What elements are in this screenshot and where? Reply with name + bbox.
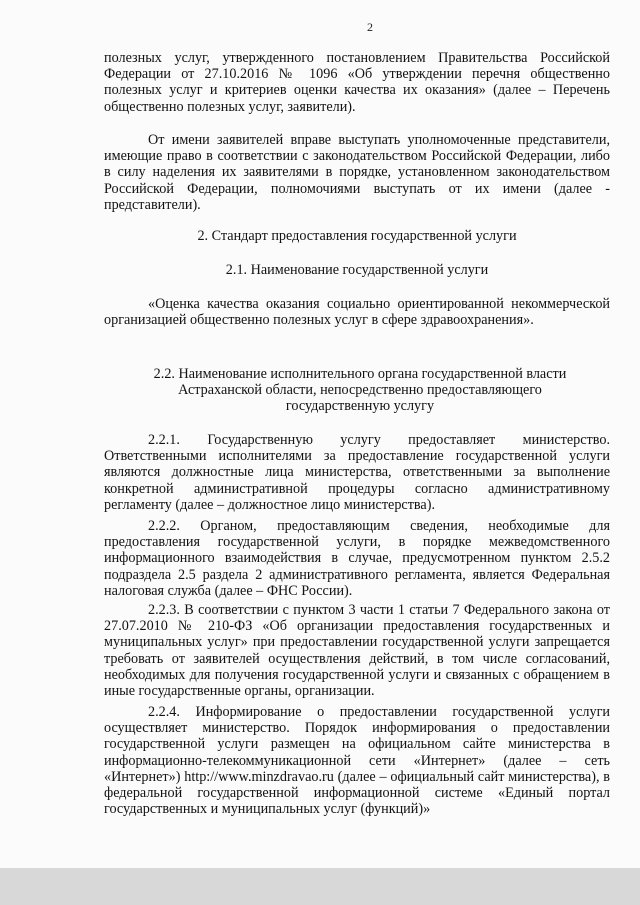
page-number: 2 (367, 20, 373, 34)
paragraph-continuation: полезных услуг, утвержденного постановлением Правительства Российской Федерации от 27.10.2016 № 1096 «Об утверждении перечня общественно полезных услуг и критериев оценки качества их оказания» (далее – Перечень общественно полезных услуг, заявители). (104, 50, 610, 115)
paragraph-service-name: «Оценка качества оказания социально ориентированной некоммерческой организацией общественно полезных услуг в сфере здравоохранения». (104, 296, 610, 329)
paragraph-2-2-3: 2.2.3. В соответствии с пунктом 3 части 1 статьи 7 Федерального закона от 27.07.2010 № 210-ФЗ «Об организации предоставления государственных и муниципальных услуг» при предоставлении государственной услуги запрещается требовать от заявителей осуществления действий, в том числе согласований, необходимых для получения государственной услуги и связанных с обращением в иные государственные органы, организации. (104, 602, 610, 700)
scan-bottom-margin (0, 868, 640, 905)
subsection-heading-2-2: 2.2. Наименование исполнительного органа государственной власти Астраханской области, непосредственно предоставляющего государственную услугу (153, 366, 567, 415)
paragraph-2-2-4: 2.2.4. Информирование о предоставлении государственной услуги осуществляет министерство. Порядок информирования о предоставлении государственной услуги размещен на официальном сайте министерства в информационно-телекоммуникационной сети «Интернет» (далее – сеть «Интернет») http://www.minzdravao.ru (далее – официальный сайт министерства), в федеральной государственной информационной системе «Единый портал государственных и муниципальных услуг (функций)» (104, 704, 610, 818)
paragraph-representatives: От имени заявителей вправе выступать уполномоченные представители, имеющие право в соответствии с законодательством Российской Федерации, либо в силу наделения их заявителями в порядке, установленном законодательством Российской Федерации, полномочиями выступать от их имени (далее - представители). (104, 132, 610, 213)
paragraph-2-2-1: 2.2.1. Государственную услугу предоставляет министерство. Ответственными исполнителями за предоставление государственной услуги являются должностные лица министерства, ответственными за выполнение конкретной административной процедуры согласно административному регламенту (далее – должностное лицо министерства). (104, 432, 610, 513)
subsection-heading-2-1: 2.1. Наименование государственной услуги (225, 262, 489, 278)
section-heading-standard: 2. Стандарт предоставления государственной услуги (197, 228, 517, 244)
paragraph-2-2-2: 2.2.2. Органом, предоставляющим сведения, необходимые для предоставления государственной услуги, в порядке межведомственного информационного взаимодействия в случае, предусмотренном пунктом 2.5.2 подраздела 2.5 раздела 2 административного регламента, является Федеральная налоговая служба (далее – ФНС России). (104, 518, 610, 599)
